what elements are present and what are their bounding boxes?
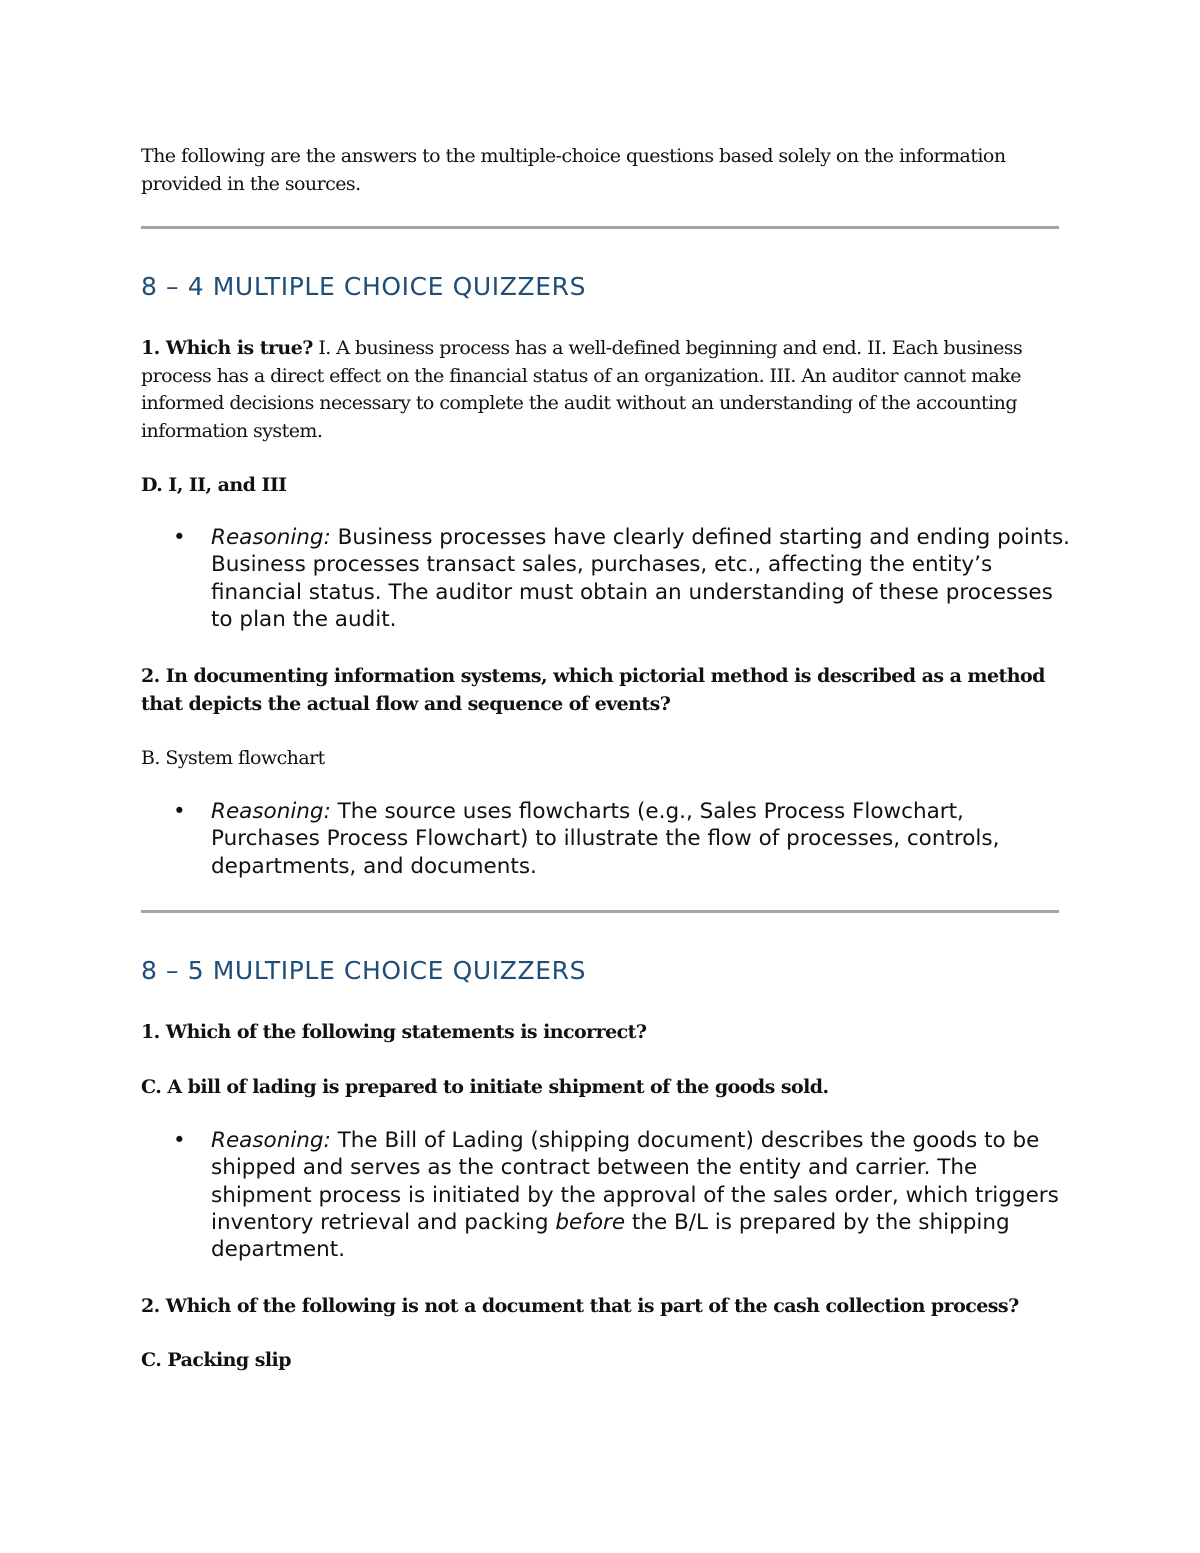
reasoning-text xyxy=(211,524,1071,633)
reasoning-label: Reasoning: xyxy=(211,799,331,824)
question-label: 2. In documenting information systems, which pictorial method is described as a method that depicts the actual flow and sequence of events? xyxy=(141,665,1045,715)
answer-text xyxy=(141,1347,1059,1375)
reasoning-emphasis: before xyxy=(555,1209,626,1235)
answer-label: D. I, II, and III xyxy=(141,474,287,496)
reasoning-text xyxy=(211,798,1071,880)
answer-text xyxy=(141,472,1059,500)
question-text xyxy=(141,663,1059,718)
answer-label: C. A bill of lading is prepared to initiate shipment of the goods sold. xyxy=(141,1076,829,1098)
bullet-icon: • xyxy=(173,799,186,824)
intro-text: The following are the answers to the multiple-choice questions based solely on the information provided in the sources. xyxy=(141,145,1006,195)
answer-label: C. Packing slip xyxy=(141,1349,291,1371)
section-heading: 8 – 5 MULTIPLE CHOICE QUIZZERS xyxy=(141,956,587,985)
divider xyxy=(141,226,1059,229)
answer-text xyxy=(141,1074,1059,1102)
reasoning-body: the B/L is prepared by the shipping department. xyxy=(211,1209,1010,1263)
reasoning-text xyxy=(211,1127,1071,1263)
question-label: 1. Which is true? xyxy=(141,337,313,359)
answer-text: B. System flowchart xyxy=(141,747,325,769)
question-text xyxy=(141,1019,1059,1047)
reasoning-label: Reasoning: xyxy=(211,525,331,550)
divider xyxy=(141,910,1059,913)
reasoning-body: Business processes have clearly defined starting and ending points. Business processes transact sales, purchases, etc., affecting the entity’s financial status. The auditor must obtain an understanding of these processes to plan the audit. xyxy=(211,525,1070,632)
question-text xyxy=(141,1293,1059,1321)
question-text xyxy=(141,335,1059,445)
question-body: I. A business process has a well-defined beginning and end. II. Each business process has a direct effect on the financial status of an organization. III. An auditor cannot make informed decisions necessary to complete the audit without an understanding of the accounting information system. xyxy=(141,337,1023,442)
reasoning-body: The Bill of Lading (shipping document) describes the goods to be shipped and serves as the contract between the entity and carrier. The shipment process is initiated by the approval of the sales order, which triggers inventory retrieval and packing xyxy=(211,1128,1059,1235)
bullet-icon: • xyxy=(173,1128,186,1153)
section-heading: 8 – 4 MULTIPLE CHOICE QUIZZERS xyxy=(141,272,587,301)
reasoning-label: Reasoning: xyxy=(211,1128,331,1153)
reasoning-body: The source uses flowcharts (e.g., Sales Process Flowchart, Purchases Process Flowchart) to illustrate the flow of processes, controls, departments, and documents. xyxy=(211,799,1000,879)
question-label: 2. Which of the following is not a document that is part of the cash collection process? xyxy=(141,1295,1019,1317)
bullet-icon: • xyxy=(173,525,186,550)
question-label: 1. Which of the following statements is incorrect? xyxy=(141,1021,647,1043)
